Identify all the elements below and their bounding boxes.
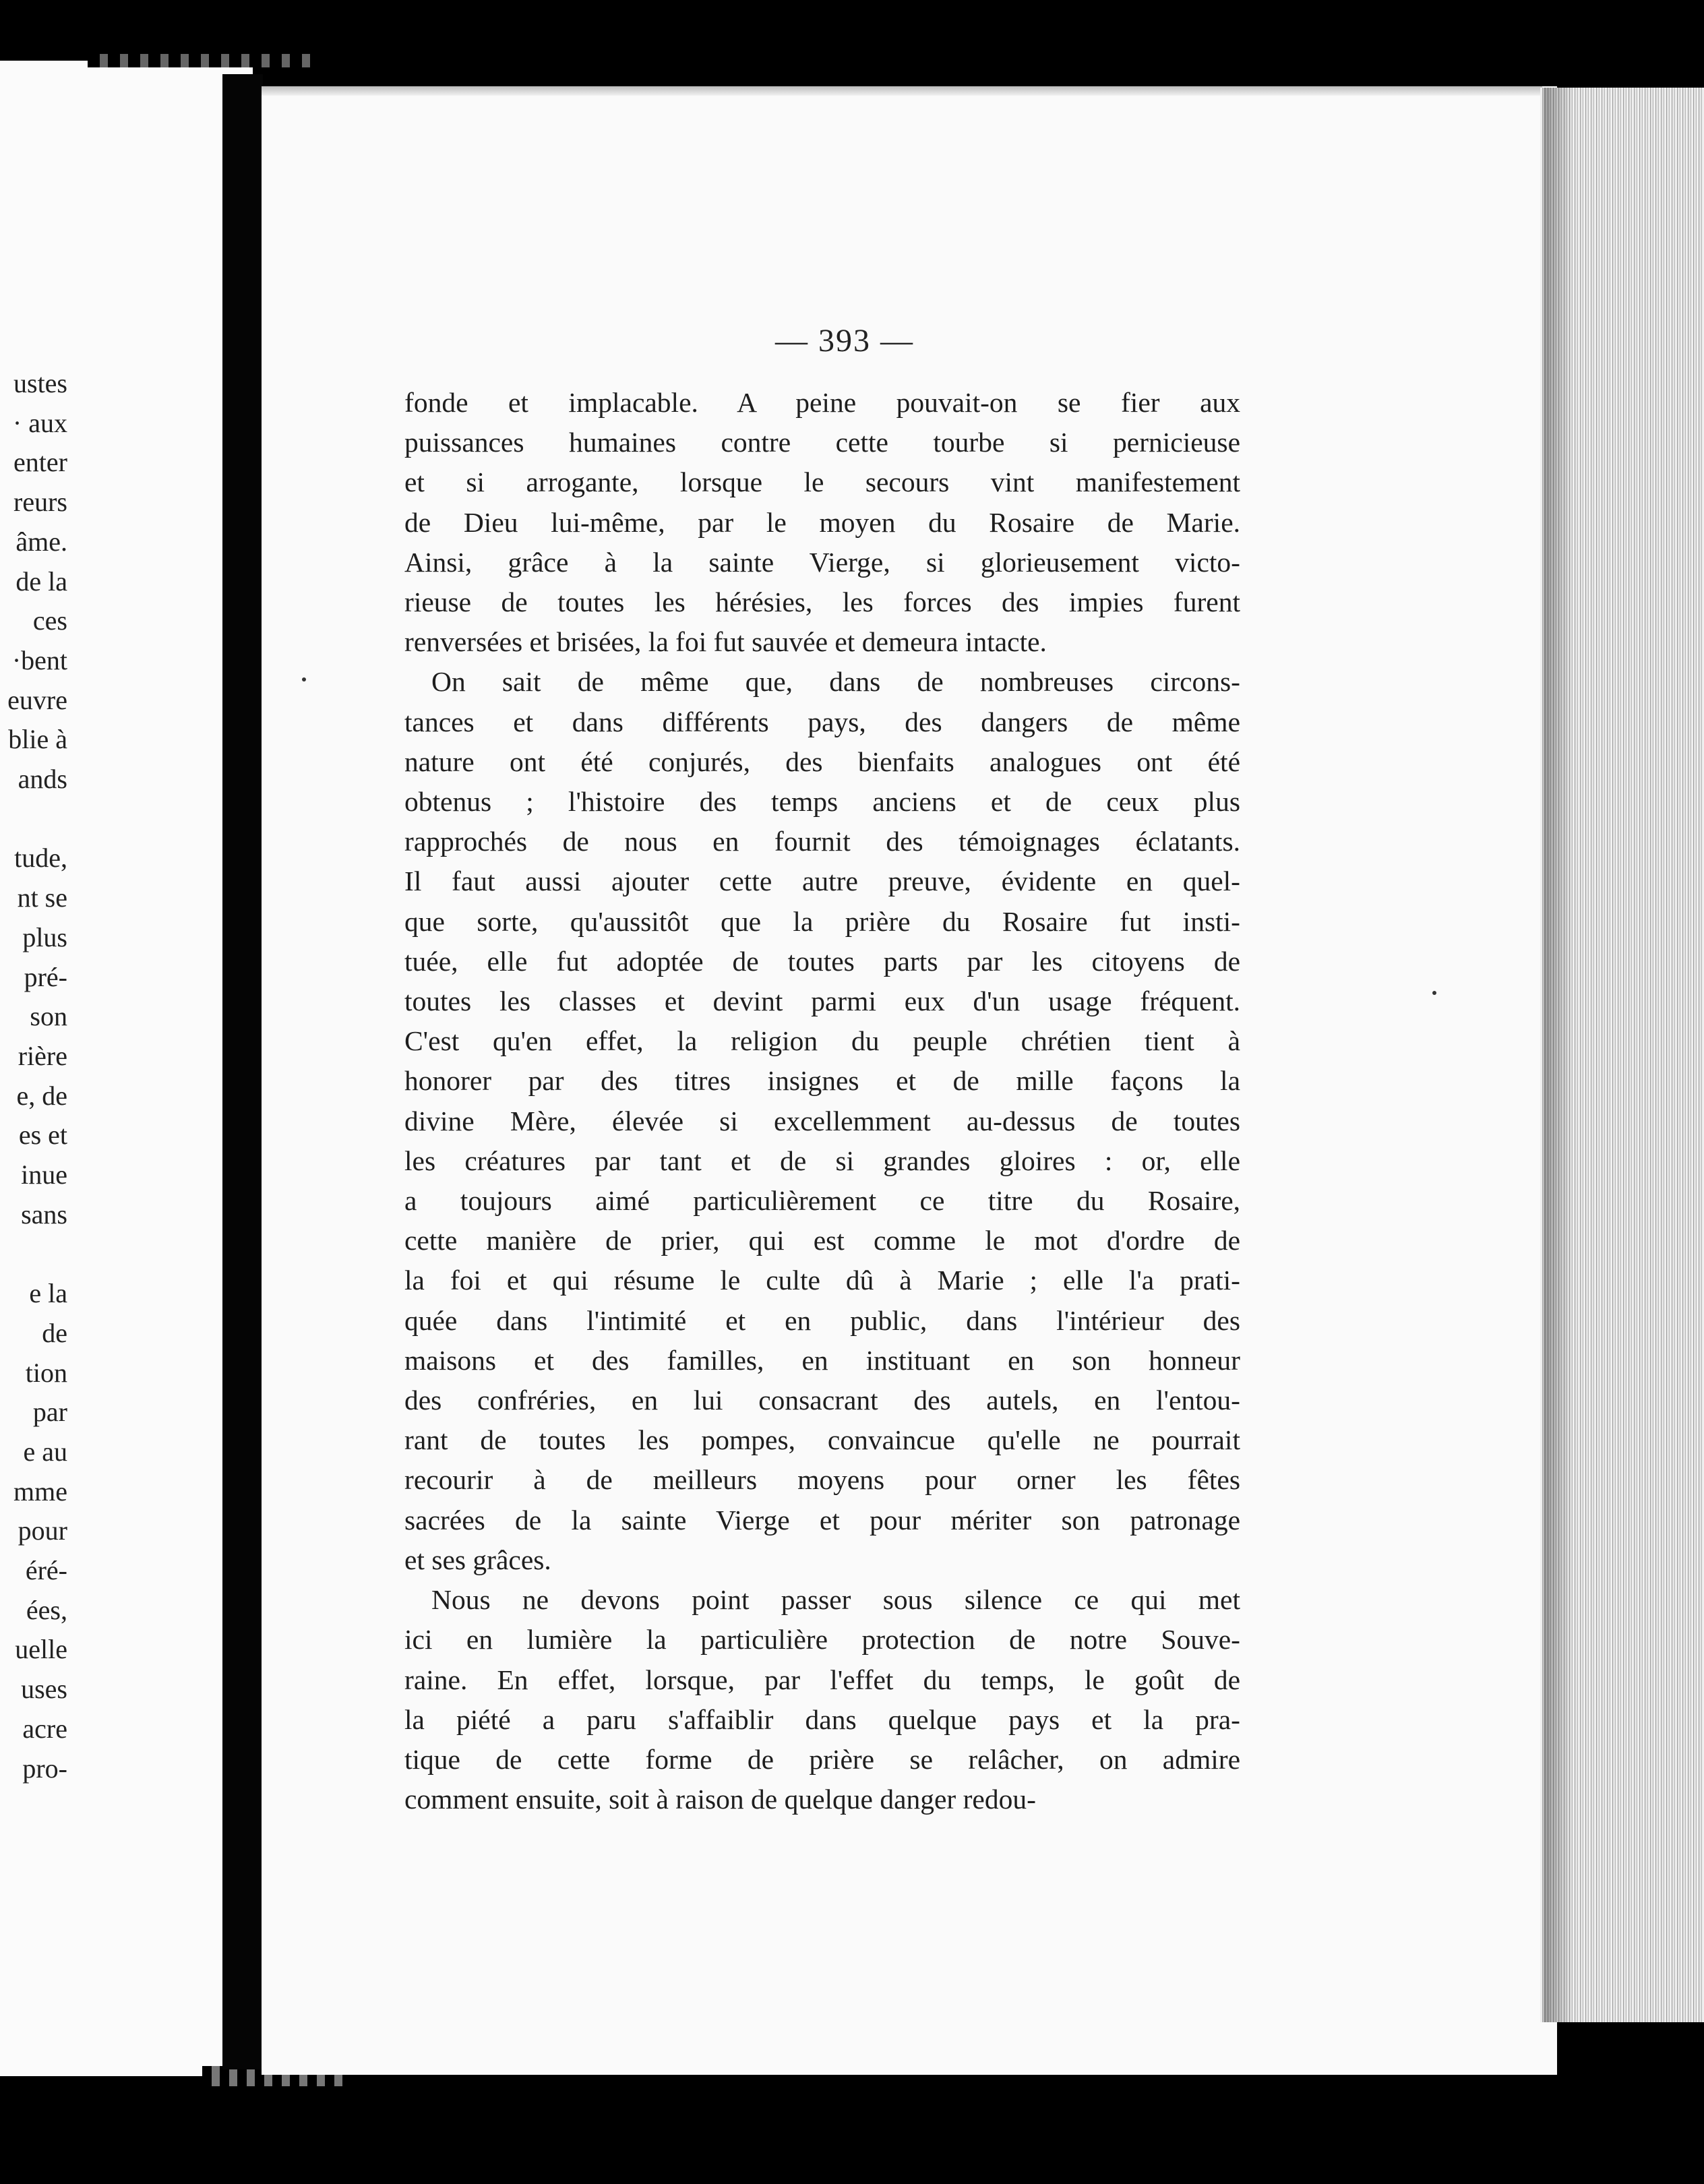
- left-page-line: e au: [23, 1436, 67, 1467]
- text-line: quée dans l'intimité et en public, dans l'intérieur des: [404, 1304, 1240, 1336]
- text-line: tique de cette forme de prière se relâcher, on admire: [404, 1743, 1240, 1775]
- left-page-text-fragments: [0, 364, 67, 1788]
- text-line: la piété a paru s'affaiblir dans quelque pays et la pra-: [404, 1703, 1240, 1735]
- text-line: a toujours aimé particulièrement ce titre du Rosaire,: [404, 1185, 1240, 1217]
- left-page-line: pour: [18, 1515, 67, 1546]
- left-page-line: uses: [21, 1674, 67, 1705]
- page-number: — 393 —: [775, 323, 914, 359]
- left-page-line: de la: [16, 566, 67, 597]
- left-page-line: [0, 1234, 67, 1274]
- text-line: rapprochés de nous en fournit des témoignages éclatants.: [404, 826, 1240, 857]
- left-page-line: de: [42, 1317, 67, 1348]
- left-page-line: · aux: [12, 407, 67, 438]
- left-page-line: tion: [25, 1357, 67, 1388]
- left-page-line: acre: [22, 1713, 67, 1744]
- text-line: Ainsi, grâce à la sainte Vierge, si glorieusement victo-: [404, 546, 1240, 578]
- text-line: renversées et brisées, la foi fut sauvée et demeura intacte.: [404, 626, 1047, 658]
- text-line: cette manière de prier, qui est comme le mot d'ordre de: [404, 1225, 1240, 1256]
- left-page-line: ·bent: [11, 644, 67, 675]
- left-page-line: enter: [13, 447, 67, 478]
- text-line: que sorte, qu'aussitôt que la prière du Rosaire fut insti-: [404, 905, 1240, 937]
- book-spine: [222, 74, 263, 2069]
- left-page-line: plus: [22, 921, 67, 952]
- left-page-line: par: [32, 1397, 67, 1428]
- page-edge-shadow: [1544, 88, 1574, 2022]
- text-line: les créatures par tant et de si grandes gloires : or, elle: [404, 1145, 1240, 1176]
- text-line: nature ont été conjurés, des bienfaits analogues ont été: [404, 746, 1240, 777]
- text-line: Il faut aussi ajouter cette autre preuve, évidente en quel-: [404, 866, 1240, 897]
- left-page-line: ustes: [13, 368, 67, 398]
- left-page-line: son: [30, 1001, 67, 1032]
- left-page-line: sans: [21, 1199, 67, 1230]
- left-page-line: euvre: [7, 684, 67, 715]
- left-page-line: inue: [21, 1159, 67, 1190]
- text-line: raine. En effet, lorsque, par l'effet du temps, le goût de: [404, 1664, 1240, 1695]
- left-page-line: éré-: [25, 1555, 67, 1586]
- left-page-line: rière: [18, 1040, 67, 1071]
- text-line: fonde et implacable. A peine pouvait-on se fier aux: [404, 387, 1240, 418]
- left-page-line: ces: [32, 605, 67, 636]
- text-line: toutes les classes et devint parmi eux d'un usage fréquent.: [404, 985, 1240, 1017]
- text-line: tuée, elle fut adoptée de toutes parts par les citoyens de: [404, 945, 1240, 977]
- left-page-line: reurs: [13, 487, 67, 518]
- left-page-line: pré-: [24, 961, 67, 992]
- left-page-line: uelle: [15, 1634, 67, 1665]
- text-line: la foi et qui résume le culte dû à Marie ; elle l'a prati-: [404, 1265, 1240, 1296]
- left-page-line: e, de: [16, 1080, 67, 1111]
- text-line: C'est qu'en effet, la religion du peuple chrétien tient à: [404, 1025, 1240, 1057]
- left-page-line: ées,: [26, 1594, 67, 1625]
- text-line: maisons et des familles, en instituant en son honneur: [404, 1344, 1240, 1376]
- text-line: On sait de même que, dans de nombreuses circons-: [431, 666, 1240, 698]
- text-line: rieuse de toutes les hérésies, les forces des impies furent: [404, 586, 1240, 618]
- left-page-line: mme: [13, 1476, 67, 1507]
- left-page-line: tude,: [14, 843, 67, 874]
- left-page-top-edge: [88, 54, 310, 67]
- left-page-line: nt se: [17, 882, 67, 913]
- left-page-line: blie à: [8, 724, 67, 755]
- body-text: [404, 383, 1240, 1819]
- text-line: de Dieu lui-même, par le moyen du Rosaire de Marie.: [404, 506, 1240, 538]
- text-line: tances et dans différents pays, des dangers de même: [404, 706, 1240, 737]
- left-page-line: âme.: [16, 526, 67, 557]
- page-top-edge: [262, 86, 1542, 96]
- left-page-line: e la: [29, 1278, 67, 1309]
- text-line: Nous ne devons point passer sous silence ce qui met: [431, 1584, 1240, 1616]
- left-page-line: ands: [18, 764, 67, 795]
- text-line: obtenus ; l'histoire des temps anciens et de ceux plus: [404, 786, 1240, 818]
- left-page-line: pro-: [22, 1753, 67, 1784]
- text-line: comment ensuite, soit à raison de quelque danger redou-: [404, 1784, 1036, 1815]
- text-line: divine Mère, élevée si excellemment au-dessus de toutes: [404, 1105, 1240, 1136]
- text-line: sacrées de la sainte Vierge et pour mériter son patronage: [404, 1504, 1240, 1536]
- left-page-line: [0, 799, 67, 839]
- scan-speck: [302, 677, 306, 681]
- left-page-line: es et: [18, 1120, 67, 1151]
- text-line: rant de toutes les pompes, convaincue qu'elle ne pourrait: [404, 1424, 1240, 1456]
- text-line: recourir à de meilleurs moyens pour orner les fêtes: [404, 1464, 1240, 1496]
- scan-speck: [1432, 991, 1436, 995]
- text-line: et ses grâces.: [404, 1544, 551, 1575]
- text-line: honorer par des titres insignes et de mille façons la: [404, 1065, 1240, 1097]
- text-line: des confréries, en lui consacrant des autels, en l'entou-: [404, 1385, 1240, 1416]
- text-line: puissances humaines contre cette tourbe si pernicieuse: [404, 427, 1240, 458]
- text-line: et si arrogante, lorsque le secours vint manifestement: [404, 466, 1240, 498]
- text-line: ici en lumière la particulière protection de notre Souve-: [404, 1624, 1240, 1656]
- left-facing-page: [0, 61, 253, 2076]
